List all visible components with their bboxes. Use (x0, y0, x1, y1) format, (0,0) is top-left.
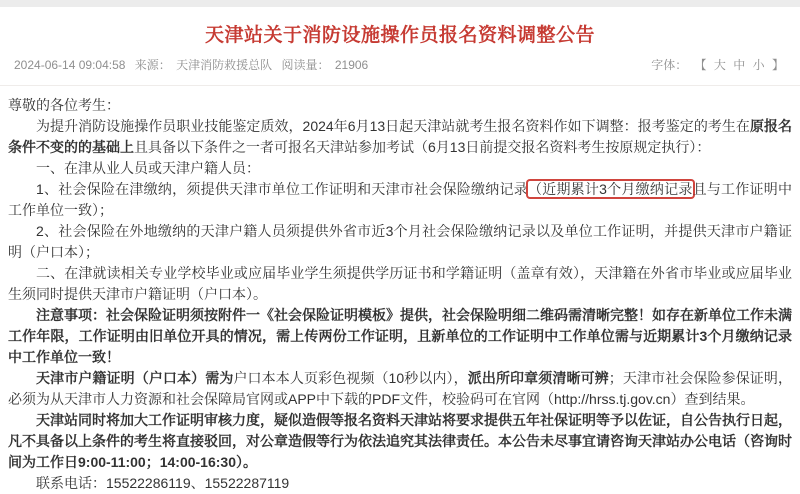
font-size-large-button[interactable]: 大 (713, 58, 726, 72)
window-top-strip (0, 0, 800, 7)
views-label: 阅读量： (281, 58, 330, 72)
text-segment: 派出所印章须清晰可辨 (467, 370, 609, 386)
text-segment: 2、社会保险在外地缴纳的天津户籍人员须提供外省市近3个月社会保险缴纳记录以及单位工作证明，并提供天津市户籍证明（户口本）； (8, 223, 792, 260)
paragraph (8, 473, 792, 494)
article-meta-left (14, 56, 374, 73)
text-segment: 注意事项：社会保险证明须按附件一《社会保险证明模板》提供，社会保险明细二维码需清晰完整！如存在新单位工作未满工作年限，工作证明由旧单位开具的情况，需上传两份工作证明，且新单位的工作证明中工作单位需与近期累计3个月缴纳记录中工作单位一致！ (8, 307, 792, 365)
publish-time: 2024-06-14 09:04:58 (14, 58, 126, 72)
paragraph (8, 368, 792, 410)
text-segment: 原报名条件不变的的基础上 (8, 118, 792, 155)
paragraph (8, 116, 792, 158)
paragraph (8, 221, 792, 263)
text-segment: 且与工作证明中工作单位一致）； (8, 181, 792, 218)
text-segment: 1、社会保险在津缴纳，须提供天津市单位工作证明和天津市社会保险缴纳记录 (36, 181, 528, 197)
text-segment: 联系电话：15522286119、15522287119 (36, 475, 290, 491)
text-segment: 户口本本人页彩色视频（10秒以内）， (233, 370, 468, 386)
text-segment: ；天津市社会保险参保证明，必须为从天津市人力资源和社会保障局官网或APP中下载的PDF文件，校验码可在官网（http://hrss.tj.gov.cn）查到结果。 (8, 370, 793, 407)
font-size-medium-button[interactable]: 中 (733, 58, 746, 72)
paragraph (8, 95, 792, 116)
paragraph (8, 158, 792, 179)
text-segment: 一、在津从业人员或天津户籍人员： (36, 160, 260, 176)
paragraph (8, 410, 792, 473)
page-title: 天津站关于消防设施操作员报名资料调整公告 (204, 25, 595, 46)
source-label: 来源： (134, 58, 171, 72)
text-segment: 尊敬的各位考生： (8, 97, 120, 113)
views-value: 21906 (334, 58, 369, 72)
article-body (0, 86, 800, 494)
paragraph (8, 179, 792, 221)
text-segment: 二、在津就读相关专业学校毕业或应届毕业学生须提供学历证书和学籍证明（盖章有效），天津籍在外省市毕业或应届毕业生须同时提供天津市户籍证明（户口本）。 (8, 265, 792, 302)
text-segment: 天津站同时将加大工作证明审核力度，疑似造假等报名资料天津站将要求提供五年社保证明等予以佐证，自公告执行日起，凡不具备以上条件的考生将直接驳回，对公章造假等行为依法追究其法律责任。本公告未尽事宜请咨询天津站办公电话（咨询时间为工作日9:00-11:00；14:00-16:30）。 (8, 412, 792, 470)
source-value: 天津消防救援总队 (176, 58, 273, 72)
text-segment: 且具备以下条件之一者可报名天津站参加考试（6月13日前提交报名资料考生按原规定执行）： (134, 139, 711, 155)
font-control-bracket-open: 【 (694, 58, 707, 72)
highlight-redbox-annotation: （近期累计3个月缴纳记录 (527, 181, 693, 197)
font-size-control (649, 56, 786, 73)
font-size-small-button[interactable]: 小 (752, 58, 765, 72)
paragraph (8, 305, 792, 368)
article-meta-bar (0, 56, 800, 73)
paragraph (8, 263, 792, 305)
text-segment: 天津市户籍证明（户口本）需为 (36, 370, 234, 386)
font-control-bracket-close: 】 (771, 58, 784, 72)
font-control-label: 字体： (651, 58, 688, 72)
text-segment: 为提升消防设施操作员职业技能鉴定质效，2024年6月13日起天津站就考生报名资料作如下调整：报考鉴定的考生在 (36, 118, 750, 134)
